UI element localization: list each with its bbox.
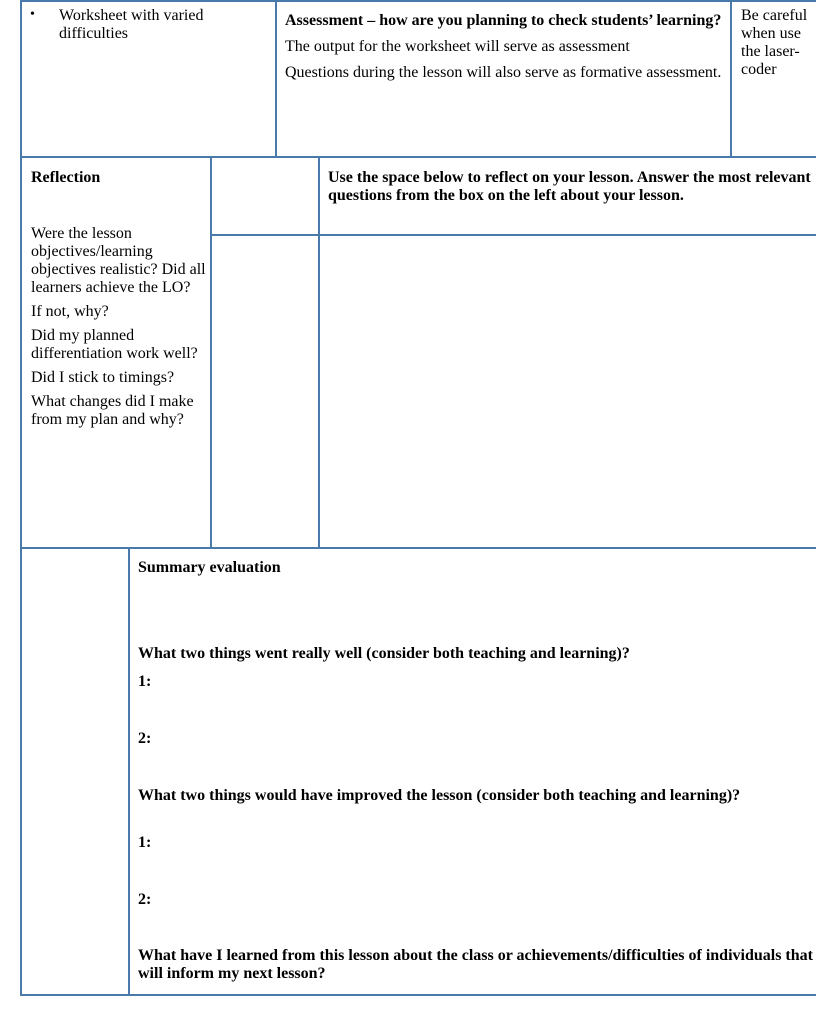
assessment-heading: Assessment – how are you planning to check students’ learning? [285, 12, 722, 29]
improve-question: What two things would have improved the lesson (consider both teaching and learning)? [138, 787, 741, 804]
reflection-heading: Reflection [31, 169, 101, 186]
resource-item: Worksheet with varied difficulties [59, 7, 204, 42]
table-left-border [20, 0, 22, 996]
improve-item-1: 1: [138, 834, 152, 851]
bullet-icon: • [30, 7, 35, 22]
safety-note: Be careful when use the laser-coder [741, 7, 808, 78]
assessment-cell [285, 12, 725, 82]
reflection-question: What changes did I make from my plan and why? [31, 393, 194, 428]
went-well-item-1: 1: [138, 673, 152, 690]
went-well-question: What two things went really well (consider both teaching and learning)? [138, 645, 630, 662]
row-divider-1 [20, 156, 816, 158]
assessment-line-1: The output for the worksheet will serve as assessment [285, 38, 630, 55]
assessment-line-2: Questions during the lesson will also serve as formative assessment. [285, 64, 722, 81]
col-divider-mid-2 [318, 156, 320, 548]
summary-heading: Summary evaluation [138, 559, 281, 576]
went-well-item-2: 2: [138, 730, 152, 747]
col-divider-mid-1 [210, 156, 212, 548]
reflection-prompt: Use the space below to reflect on your lesson. Answer the most relevant questions from the box on the left about your lesson. [328, 169, 811, 204]
row-divider-2 [20, 547, 816, 549]
reflection-question: Did my planned differentiation work well? [31, 327, 198, 362]
reflection-question: If not, why? [31, 303, 109, 320]
table-bottom-border [20, 994, 816, 996]
learned-question: What have I learned from this lesson about the class or achievements/difficulties of individuals that will inform my next lesson? [138, 947, 813, 982]
reflection-question: Did I stick to timings? [31, 369, 175, 386]
reflection-questions [31, 225, 207, 429]
col-divider-top-2 [730, 0, 732, 157]
reflection-inner-divider [211, 234, 816, 236]
col-divider-bottom [128, 547, 130, 996]
table-top-border [20, 0, 816, 2]
col-divider-top-1 [275, 0, 277, 157]
improve-item-2: 2: [138, 891, 152, 908]
reflection-question: Were the lesson objectives/learning objectives realistic? Did all learners achieve the LO? [31, 225, 206, 296]
